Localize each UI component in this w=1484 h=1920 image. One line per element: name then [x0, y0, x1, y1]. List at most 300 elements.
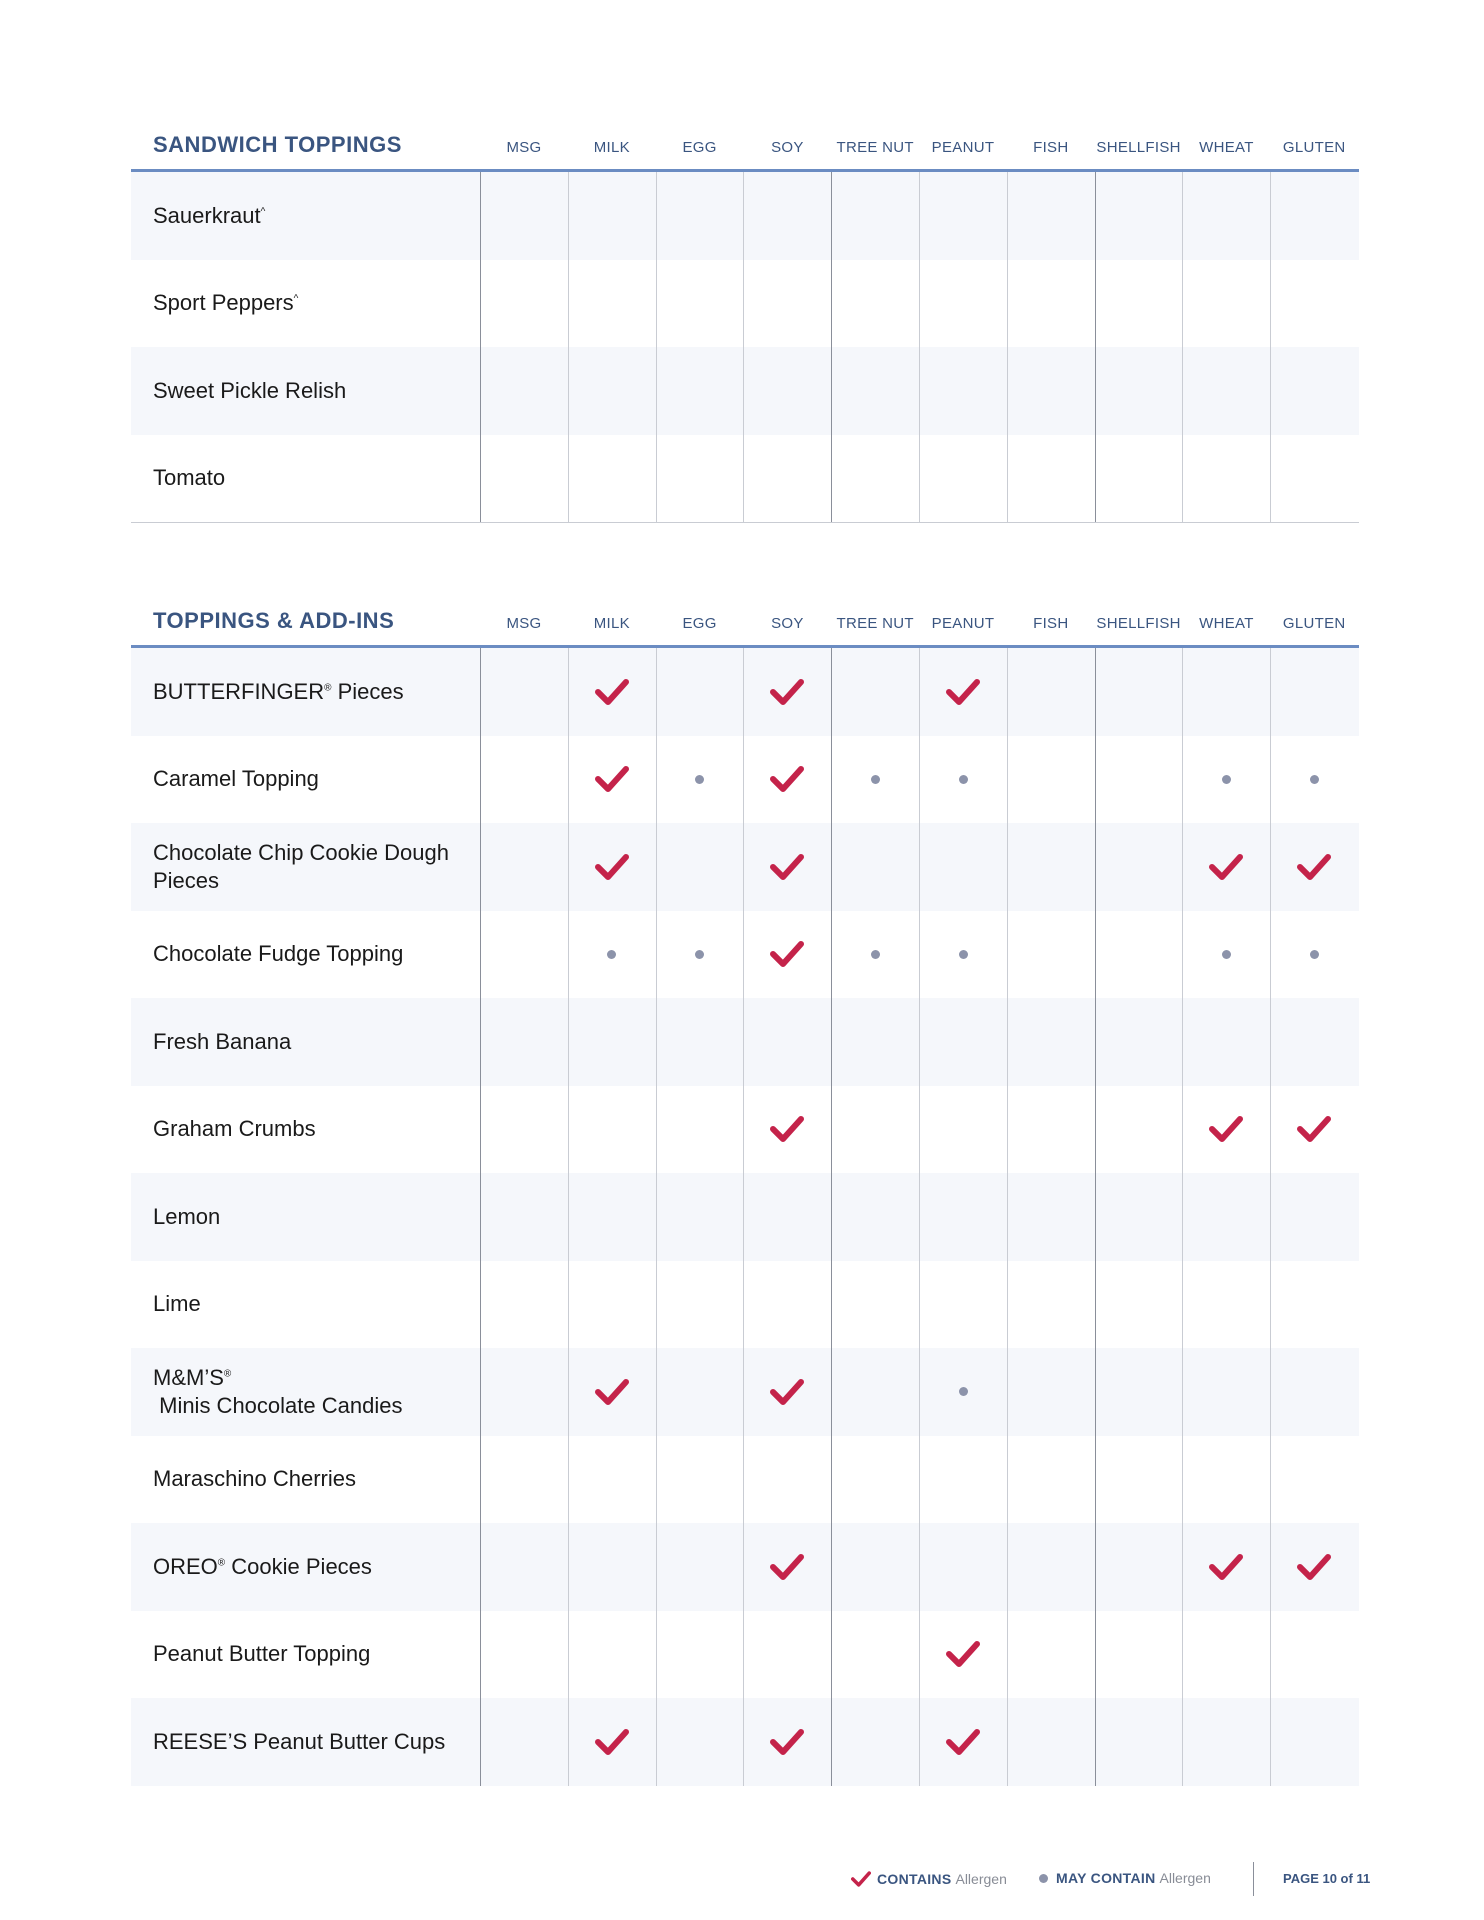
cell-wheat [1182, 347, 1270, 435]
column-header-soy: SOY [771, 139, 804, 156]
cell-soy [743, 260, 831, 348]
cell-fish [1007, 823, 1095, 911]
column-header-tree-nut: TREE NUT [836, 139, 914, 156]
cell-gluten [1270, 347, 1358, 435]
cell-milk [568, 172, 656, 260]
cell-fish [1007, 1436, 1095, 1524]
check-icon [770, 764, 804, 794]
cell-egg [656, 1698, 744, 1786]
cell-msg [480, 1698, 568, 1786]
cell-gluten [1270, 911, 1358, 999]
cell-shellfish [1095, 1523, 1183, 1611]
cell-fish [1007, 1173, 1095, 1261]
cell-tree-nut [831, 1086, 919, 1174]
cell-milk [568, 1698, 656, 1786]
cell-wheat [1182, 1436, 1270, 1524]
cell-soy [743, 1261, 831, 1349]
cell-egg [656, 1261, 744, 1349]
cell-milk [568, 1348, 656, 1436]
check-icon [770, 1377, 804, 1407]
cell-gluten [1270, 435, 1358, 523]
check-icon [1297, 1552, 1331, 1582]
column-header-egg: EGG [682, 615, 717, 632]
cell-msg [480, 1173, 568, 1261]
cell-msg [480, 1086, 568, 1174]
legend-may-suffix: Allergen [1159, 1870, 1211, 1886]
column-header-milk: MILK [593, 139, 630, 156]
item-name [153, 1640, 463, 1668]
item-name-text: Sport Peppers [153, 290, 294, 316]
legend-may-contain [1039, 1870, 1211, 1886]
check-icon [770, 852, 804, 882]
cell-msg [480, 1523, 568, 1611]
table-row [131, 648, 1359, 736]
cell-peanut [919, 260, 1007, 348]
item-name [153, 940, 463, 968]
column-header-milk: MILK [593, 615, 630, 632]
check-icon [770, 1727, 804, 1757]
cell-milk [568, 823, 656, 911]
column-header-msg: MSG [506, 615, 542, 632]
cell-egg [656, 260, 744, 348]
cell-milk [568, 1523, 656, 1611]
cell-egg [656, 648, 744, 736]
cell-soy [743, 1698, 831, 1786]
cell-gluten [1270, 1086, 1358, 1174]
cell-tree-nut [831, 823, 919, 911]
item-name-text: Chocolate Fudge Topping [153, 941, 404, 967]
cell-shellfish [1095, 1086, 1183, 1174]
legend-contains-suffix: Allergen [955, 1871, 1007, 1887]
cell-peanut [919, 1523, 1007, 1611]
section-title: TOPPINGS & ADD-INS [153, 608, 395, 633]
cell-fish [1007, 1348, 1095, 1436]
dot-icon [959, 775, 968, 784]
cell-egg [656, 1348, 744, 1436]
cell-tree-nut [831, 1173, 919, 1261]
item-name-text: Sauerkraut [153, 202, 261, 228]
cell-tree-nut [831, 736, 919, 824]
dot-icon [871, 775, 880, 784]
cell-soy [743, 823, 831, 911]
cell-wheat [1182, 1611, 1270, 1699]
item-name-sup: ^ [260, 206, 266, 218]
footer-divider [1253, 1862, 1254, 1896]
table-row [131, 823, 1359, 911]
cell-milk [568, 911, 656, 999]
cell-tree-nut [831, 1698, 919, 1786]
cell-shellfish [1095, 1173, 1183, 1261]
cell-tree-nut [831, 1261, 919, 1349]
cell-milk [568, 998, 656, 1086]
dot-icon [959, 950, 968, 959]
cell-egg [656, 1436, 744, 1524]
cell-tree-nut [831, 172, 919, 260]
column-header-peanut: PEANUT [931, 615, 995, 632]
table-row [131, 911, 1359, 999]
cell-egg [656, 1611, 744, 1699]
cell-gluten [1270, 260, 1358, 348]
cell-milk [568, 736, 656, 824]
item-name-sup: ^ [293, 293, 299, 305]
item-name-sup: ® [223, 1368, 232, 1380]
cell-tree-nut [831, 911, 919, 999]
cell-gluten [1270, 1173, 1358, 1261]
cell-fish [1007, 1261, 1095, 1349]
cell-milk [568, 1261, 656, 1349]
cell-msg [480, 435, 568, 523]
cell-soy [743, 1436, 831, 1524]
cell-shellfish [1095, 1698, 1183, 1786]
cell-wheat [1182, 1261, 1270, 1349]
cell-egg [656, 1173, 744, 1261]
cell-shellfish [1095, 823, 1183, 911]
table-row [131, 435, 1359, 523]
check-icon [770, 1552, 804, 1582]
cell-wheat [1182, 648, 1270, 736]
item-name-text: M&M’S [153, 1364, 224, 1390]
check-icon [770, 677, 804, 707]
check-icon [1297, 1114, 1331, 1144]
item-name [153, 377, 463, 405]
dot-icon [1222, 950, 1231, 959]
item-name-text: Lemon [153, 1203, 221, 1229]
cell-shellfish [1095, 1261, 1183, 1349]
cell-peanut [919, 1261, 1007, 1349]
item-name-sup: ® [217, 1557, 226, 1569]
cell-msg [480, 911, 568, 999]
item-name-text: Caramel Topping [153, 766, 319, 792]
cell-shellfish [1095, 260, 1183, 348]
cell-egg [656, 172, 744, 260]
cell-soy [743, 648, 831, 736]
table-row [131, 1523, 1359, 1611]
check-icon [595, 677, 629, 707]
cell-milk [568, 1086, 656, 1174]
column-header-fish: FISH [1033, 615, 1069, 632]
dot-icon [695, 775, 704, 784]
item-name [153, 1115, 463, 1143]
cell-milk [568, 435, 656, 523]
cell-peanut [919, 823, 1007, 911]
cell-milk [568, 648, 656, 736]
check-icon [1209, 1552, 1243, 1582]
item-name-text: Lime [153, 1291, 201, 1317]
legend-contains [851, 1870, 1007, 1888]
cell-shellfish [1095, 1348, 1183, 1436]
table-row [131, 1261, 1359, 1349]
column-header-wheat: WHEAT [1199, 139, 1254, 156]
cell-wheat [1182, 1523, 1270, 1611]
cell-msg [480, 1261, 568, 1349]
cell-shellfish [1095, 648, 1183, 736]
column-header-wheat: WHEAT [1199, 615, 1254, 632]
item-name-text: Maraschino Cherries [153, 1466, 356, 1492]
cell-milk [568, 1436, 656, 1524]
cell-fish [1007, 1523, 1095, 1611]
check-icon [595, 1727, 629, 1757]
cell-fish [1007, 998, 1095, 1086]
cell-wheat [1182, 823, 1270, 911]
item-name-text: REESE’S Peanut Butter Cups [153, 1728, 446, 1754]
table-row [131, 998, 1359, 1086]
cell-peanut [919, 1436, 1007, 1524]
cell-gluten [1270, 1261, 1358, 1349]
cell-milk [568, 260, 656, 348]
cell-tree-nut [831, 1523, 919, 1611]
cell-egg [656, 1523, 744, 1611]
cell-soy [743, 736, 831, 824]
cell-peanut [919, 1173, 1007, 1261]
cell-msg [480, 347, 568, 435]
cell-shellfish [1095, 911, 1183, 999]
item-name-suffix: Cookie Pieces [225, 1553, 372, 1579]
item-name-text: Tomato [153, 465, 226, 491]
dot-icon [695, 950, 704, 959]
cell-tree-nut [831, 998, 919, 1086]
cell-fish [1007, 1611, 1095, 1699]
cell-shellfish [1095, 1436, 1183, 1524]
cell-fish [1007, 347, 1095, 435]
cell-wheat [1182, 1086, 1270, 1174]
cell-shellfish [1095, 172, 1183, 260]
column-header-egg: EGG [682, 139, 717, 156]
item-name-text: Graham Crumbs [153, 1116, 316, 1142]
cell-egg [656, 911, 744, 999]
cell-soy [743, 1348, 831, 1436]
item-name [153, 1728, 463, 1756]
cell-msg [480, 1436, 568, 1524]
table-row [131, 1348, 1359, 1436]
table-bottom-rule [131, 522, 1359, 523]
column-header-tree-nut: TREE NUT [836, 615, 914, 632]
dot-icon [871, 950, 880, 959]
check-icon [851, 1870, 871, 1888]
toppings-add-ins-table [131, 598, 1359, 1786]
cell-fish [1007, 736, 1095, 824]
dot-icon [959, 1387, 968, 1396]
item-name [153, 1203, 463, 1231]
item-name-suffix: Pieces [331, 678, 404, 704]
cell-soy [743, 435, 831, 523]
legend-contains-label: CONTAINS [877, 1871, 952, 1887]
check-icon [1209, 1114, 1243, 1144]
column-header-soy: SOY [771, 615, 804, 632]
cell-soy [743, 172, 831, 260]
column-header-fish: FISH [1033, 139, 1069, 156]
column-header-shellfish: SHELLFISH [1096, 139, 1181, 156]
cell-wheat [1182, 1173, 1270, 1261]
item-name-text: OREO [153, 1553, 218, 1579]
cell-egg [656, 823, 744, 911]
column-header-shellfish: SHELLFISH [1096, 615, 1181, 632]
item-name [153, 765, 463, 793]
check-icon [595, 764, 629, 794]
dot-icon [1222, 775, 1231, 784]
cell-wheat [1182, 435, 1270, 523]
item-name [153, 1465, 463, 1493]
table-row [131, 736, 1359, 824]
cell-gluten [1270, 1436, 1358, 1524]
item-name [153, 1290, 463, 1318]
cell-egg [656, 1086, 744, 1174]
cell-milk [568, 1173, 656, 1261]
cell-gluten [1270, 648, 1358, 736]
cell-wheat [1182, 911, 1270, 999]
item-name [153, 1553, 463, 1581]
cell-peanut [919, 998, 1007, 1086]
check-icon [946, 1639, 980, 1669]
item-name [153, 464, 463, 492]
cell-peanut [919, 172, 1007, 260]
cell-tree-nut [831, 1436, 919, 1524]
cell-gluten [1270, 998, 1358, 1086]
cell-fish [1007, 1698, 1095, 1786]
table-row [131, 1436, 1359, 1524]
table-row [131, 1698, 1359, 1786]
cell-msg [480, 648, 568, 736]
check-icon [770, 1114, 804, 1144]
item-name-suffix: Minis Chocolate Candies [153, 1392, 403, 1418]
cell-gluten [1270, 736, 1358, 824]
cell-soy [743, 1173, 831, 1261]
cell-gluten [1270, 1348, 1358, 1436]
section-header [131, 122, 1359, 172]
item-name-text: BUTTERFINGER [153, 678, 325, 704]
cell-shellfish [1095, 1611, 1183, 1699]
dot-icon [607, 950, 616, 959]
cell-peanut [919, 648, 1007, 736]
check-icon [595, 852, 629, 882]
column-header-gluten: GLUTEN [1282, 615, 1346, 632]
table-row [131, 1611, 1359, 1699]
cell-tree-nut [831, 648, 919, 736]
check-icon [1297, 852, 1331, 882]
item-name [153, 289, 463, 317]
check-icon [946, 677, 980, 707]
section-header [131, 598, 1359, 648]
cell-peanut [919, 1348, 1007, 1436]
table-row [131, 172, 1359, 260]
item-name-text: Chocolate Chip Cookie Dough Pieces [153, 839, 449, 893]
column-header-peanut: PEANUT [931, 139, 995, 156]
cell-msg [480, 1611, 568, 1699]
cell-soy [743, 347, 831, 435]
cell-peanut [919, 435, 1007, 523]
cell-peanut [919, 347, 1007, 435]
check-icon [770, 939, 804, 969]
cell-wheat [1182, 172, 1270, 260]
cell-shellfish [1095, 736, 1183, 824]
cell-msg [480, 172, 568, 260]
cell-fish [1007, 648, 1095, 736]
cell-tree-nut [831, 435, 919, 523]
sandwich-toppings-table [131, 122, 1359, 523]
table-row [131, 260, 1359, 348]
cell-peanut [919, 911, 1007, 999]
cell-fish [1007, 172, 1095, 260]
cell-wheat [1182, 260, 1270, 348]
item-name [153, 1364, 463, 1420]
cell-egg [656, 998, 744, 1086]
cell-soy [743, 1086, 831, 1174]
cell-peanut [919, 736, 1007, 824]
item-name [153, 1028, 463, 1056]
cell-tree-nut [831, 347, 919, 435]
column-header-gluten: GLUTEN [1282, 139, 1346, 156]
cell-msg [480, 260, 568, 348]
cell-egg [656, 736, 744, 824]
cell-soy [743, 998, 831, 1086]
cell-soy [743, 1611, 831, 1699]
cell-tree-nut [831, 1348, 919, 1436]
table-row [131, 347, 1359, 435]
cell-gluten [1270, 172, 1358, 260]
cell-peanut [919, 1086, 1007, 1174]
cell-shellfish [1095, 347, 1183, 435]
item-name-text: Fresh Banana [153, 1028, 292, 1054]
cell-shellfish [1095, 435, 1183, 523]
section-title: SANDWICH TOPPINGS [153, 132, 402, 157]
dot-icon [1039, 1874, 1048, 1883]
cell-fish [1007, 435, 1095, 523]
dot-icon [1310, 950, 1319, 959]
cell-wheat [1182, 1348, 1270, 1436]
cell-wheat [1182, 998, 1270, 1086]
check-icon [595, 1377, 629, 1407]
cell-soy [743, 911, 831, 999]
cell-tree-nut [831, 260, 919, 348]
item-name-sup: ® [324, 682, 332, 694]
cell-soy [743, 1523, 831, 1611]
cell-msg [480, 736, 568, 824]
check-icon [1209, 852, 1243, 882]
cell-gluten [1270, 1698, 1358, 1786]
cell-peanut [919, 1698, 1007, 1786]
item-name-text: Peanut Butter Topping [153, 1641, 371, 1667]
cell-tree-nut [831, 1611, 919, 1699]
footer [0, 1862, 1484, 1898]
check-icon [946, 1727, 980, 1757]
item-name [153, 202, 463, 230]
dot-icon [1310, 775, 1319, 784]
cell-fish [1007, 260, 1095, 348]
column-header-msg: MSG [506, 139, 542, 156]
cell-milk [568, 1611, 656, 1699]
table-row [131, 1086, 1359, 1174]
cell-msg [480, 998, 568, 1086]
cell-wheat [1182, 1698, 1270, 1786]
cell-msg [480, 1348, 568, 1436]
legend-may-label: MAY CONTAIN [1056, 1870, 1156, 1886]
cell-gluten [1270, 1523, 1358, 1611]
cell-egg [656, 347, 744, 435]
cell-fish [1007, 1086, 1095, 1174]
cell-gluten [1270, 1611, 1358, 1699]
cell-peanut [919, 1611, 1007, 1699]
cell-gluten [1270, 823, 1358, 911]
cell-milk [568, 347, 656, 435]
table-row [131, 1173, 1359, 1261]
cell-wheat [1182, 736, 1270, 824]
cell-msg [480, 823, 568, 911]
page-number: PAGE 10 of 11 [1283, 1871, 1371, 1886]
item-name [153, 678, 463, 706]
cell-fish [1007, 911, 1095, 999]
item-name [153, 839, 463, 895]
cell-shellfish [1095, 998, 1183, 1086]
item-name-text: Sweet Pickle Relish [153, 377, 347, 403]
